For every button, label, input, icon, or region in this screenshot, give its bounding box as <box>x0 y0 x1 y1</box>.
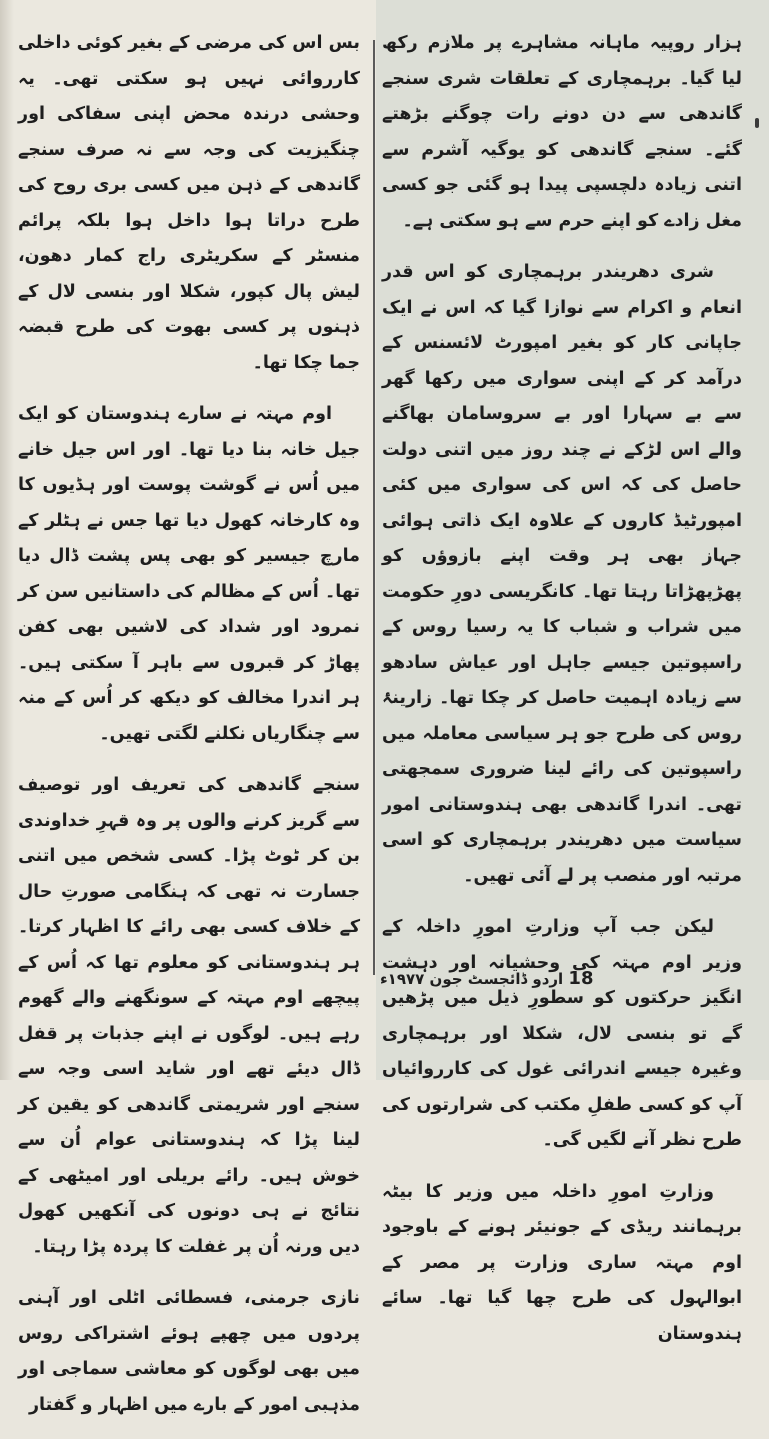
page-number: 18 <box>568 968 594 989</box>
right-paragraph-4: وزارتِ امورِ داخلہ میں وزیر کا بیٹہ برہمانند ریڈی کے جونیئر ہونے کے باوجود اوم مہتہ ساری وزارت پر مصر کے ابوالہول کی طرح چھا گیا تھا۔ سائے ہندوستان <box>382 1181 742 1344</box>
margin-mark <box>755 118 759 128</box>
left-paragraph-3: سنجے گاندھی کی تعریف اور توصیف سے گریز کرنے والوں پر وہ قہرِ خداوندی بن کر ٹوٹ پڑا۔ کسی شخص میں اتنی جسارت نہ تھی کہ ہنگامی صورتِ حال کے خلاف کسی بھی رائے کا اظہار کرتا۔ ہر ہندوستانی کو معلوم تھا کہ اُس کے پیچھے اوم مہتہ کے سونگھنے والے گھوم رہے ہیں۔ لوگوں نے اپنے جذبات پر قفل ڈال دیئے تھے اور شاید اسی وجہ سے سنجے اور شریمتی گاندھی کو یقین کر لینا پڑا کہ ہندوستانی عوام اُن سے خوش ہیں۔ رائے بریلی اور امیٹھی کے نتائج نے ہی دونوں کی آنکھیں کھول دیں ورنہ اُن پر غفلت کا پردہ پڑا رہتا۔ <box>18 775 360 1257</box>
right-paragraph-2: شری دھریندر برہمچاری کو اس قدر انعام و اکرام سے نوازا گیا کہ اس نے ایک جاپانی کار کو بغیر امپورٹ لائسنس کے درآمد کر کے اپنی سواری میں رکھا گھر سے بے سہارا اور بے سروسامان بھاگنے والے اس لڑکے نے چند روز میں اتنی دولت حاصل کی کہ اس کی سواری میں کئی امپورٹیڈ کاروں کے علاوہ ایک ذاتی ہوائی جہاز بھی ہر وقت اپنے بازوؤں کو پھڑپھڑاتا رہتا تھا۔ کانگریسی دورِ حکومت میں شراب و شباب کا یہ رسیا روس کے راسپوتین جیسے جاہل اور عیاش سادھو سے زیادہ اہمیت حاصل کر چکا تھا۔ زارینۂ روس کی طرح جو ہر سیاسی معاملہ میں راسپوتین کی رائے لینا ضروری سمجھتی تھی۔ اندرا گاندھی بھی ہندوستانی امور سیاست میں دھریندر برہمچاری کو اسی مرتبہ اور منصب پر لے آئی تھیں۔ <box>382 262 742 886</box>
right-paragraph-1: ہزار روپیہ ماہانہ مشاہرے پر ملازم رکھ لیا گیا۔ برہمچاری کے تعلقات شری سنجے گاندھی سے دن دونے رات چوگنے بڑھتے گئے۔ سنجے گاندھی کو یوگیہ آشرم سے اتنی زیادہ دلچسپی پیدا ہو گئی جو کسی مغل زادے کو اپنے حرم سے ہو سکتی ہے۔ <box>382 33 742 231</box>
right-column <box>382 26 742 1368</box>
page-footer <box>380 968 742 989</box>
scan-edge <box>0 0 14 1080</box>
publication-name: اردو ڈائجسٹ جون ۱۹۷۷ء <box>380 970 564 988</box>
left-paragraph-1: بس اس کی مرضی کے بغیر کوئی داخلی کارروائی نہیں ہو سکتی تھی۔ یہ وحشی درندہ محض اپنی سفاکی اور چنگیزیت کی وجہ سے نہ صرف سنجے گاندھی کے ذہن میں کسی بری روح کی طرح دراتا ہوا داخل ہوا بلکہ پرائم منسٹر کے سکریٹری راج کمار دھون، لیش پال کپور، شکلا اور بنسی لال کے ذہنوں پر کسی بھوت کی طرح قبضہ جما چکا تھا۔ <box>18 33 360 373</box>
right-paragraph-3: لیکن جب آپ وزارتِ امورِ داخلہ کے وزیر اوم مہتہ کی وحشیانہ اور دہشت انگیز حرکتوں کو سطورِ ذیل میں پڑھیں گے تو بنسی لال، شکلا اور برہمچاری وغیرہ جیسے اندرائی غول کی کارروائیاں آپ کو کسی طفلِ مکتب کی شرارتوں کی طرح نظر آنے لگیں گی۔ <box>382 917 742 1150</box>
left-paragraph-2: اوم مہتہ نے سارے ہندوستان کو ایک جیل خانہ بنا دیا تھا۔ اور اس جیل خانے میں اُس نے گوشت پوست اور ہڈیوں کا وہ کارخانہ کھول دیا تھا جس نے ہٹلر کے مارچ جیسیر کو بھی پس پشت ڈال دیا تھا۔ اُس کے مظالم کی داستانیں سن کر نمرود اور شداد کی لاشیں بھی کفن پھاڑ کر قبروں سے باہر آ سکتی ہیں۔ ہر اندرا مخالف کو دیکھ کر اُس کے منہ سے چنگاریاں نکلنے لگتی تھیں۔ <box>18 404 360 744</box>
left-column <box>18 26 360 1439</box>
left-paragraph-4: نازی جرمنی، فسطائی اٹلی اور آہنی پردوں میں چھپے ہوئے اشتراکی روس میں بھی لوگوں کو معاشی سماجی اور مذہبی امور کے بارے میں اظہار و گفتار <box>18 1288 360 1415</box>
column-divider <box>373 40 375 975</box>
